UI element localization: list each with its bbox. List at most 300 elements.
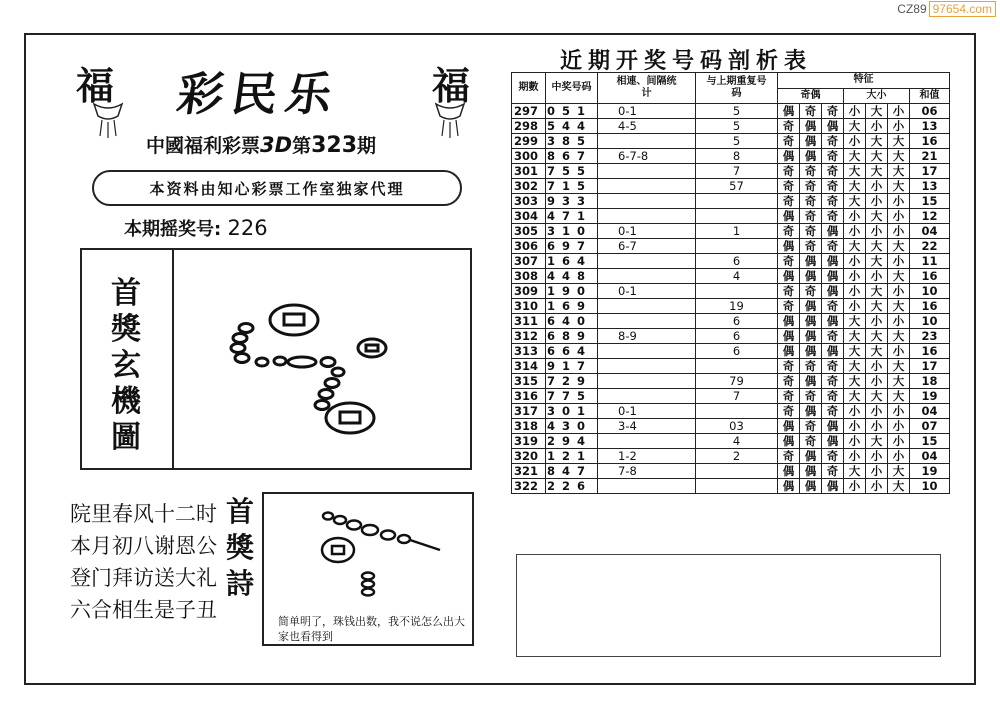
prize-poem (70, 498, 217, 626)
cell-size: 小 (844, 134, 866, 149)
header-features: 特征 (778, 73, 950, 89)
header-odd-even: 奇偶 (778, 88, 844, 104)
cell-winning-number: 664 (546, 344, 598, 359)
cell-size: 大 (888, 179, 910, 194)
cell-odd-even: 奇 (800, 419, 822, 434)
cell-size: 小 (844, 479, 866, 494)
cell-size: 小 (866, 359, 888, 374)
cell-odd-even: 奇 (822, 194, 844, 209)
cell-size: 大 (866, 134, 888, 149)
cell-odd-even: 奇 (778, 254, 800, 269)
cell-size: 小 (888, 104, 910, 119)
draw-number-value: 226 (227, 216, 268, 240)
coin-and-bead-puzzle-image (222, 290, 472, 450)
table-row (512, 359, 950, 374)
cell-odd-even: 奇 (822, 359, 844, 374)
cell-odd-even: 奇 (800, 209, 822, 224)
cell-odd-even: 偶 (800, 374, 822, 389)
cell-period: 301 (512, 164, 546, 179)
fu-character-left: 福 (76, 63, 115, 108)
cell-repeat: 79 (696, 374, 778, 389)
cell-winning-number: 448 (546, 269, 598, 284)
subtitle (146, 131, 376, 158)
cell-size: 大 (844, 149, 866, 164)
cell-adjacent (598, 344, 696, 359)
cell-odd-even: 偶 (800, 119, 822, 134)
cell-size: 大 (844, 164, 866, 179)
cell-adjacent: 0-1 (598, 284, 696, 299)
cell-adjacent (598, 299, 696, 314)
cell-size: 小 (888, 119, 910, 134)
cell-winning-number: 310 (546, 224, 598, 239)
cell-size: 大 (888, 359, 910, 374)
cell-adjacent: 3-4 (598, 419, 696, 434)
poem-line: 登门拜访送大礼 (70, 566, 217, 590)
cell-sum: 04 (910, 404, 950, 419)
cell-winning-number: 164 (546, 254, 598, 269)
cell-period: 316 (512, 389, 546, 404)
cell-winning-number: 867 (546, 149, 598, 164)
cell-odd-even: 奇 (778, 299, 800, 314)
cell-period: 309 (512, 284, 546, 299)
poem-line: 本月初八谢恩公 (70, 534, 217, 558)
table-row (512, 134, 950, 149)
cell-adjacent (598, 314, 696, 329)
cell-size: 大 (866, 344, 888, 359)
cell-sum: 18 (910, 374, 950, 389)
cell-sum: 10 (910, 284, 950, 299)
cell-period: 314 (512, 359, 546, 374)
subtitle-prefix: 中國福利彩票 (146, 135, 261, 157)
cell-odd-even: 奇 (822, 389, 844, 404)
cell-repeat: 5 (696, 119, 778, 134)
table-row (512, 119, 950, 134)
table-row (512, 194, 950, 209)
cell-winning-number: 775 (546, 389, 598, 404)
fu-character-right: 福 (432, 63, 471, 108)
lantern-tassel-right-icon (430, 100, 470, 140)
table-row (512, 104, 950, 119)
cell-adjacent (598, 179, 696, 194)
cell-period: 322 (512, 479, 546, 494)
header-repeat: 与上期重复号码 (696, 73, 778, 104)
cell-odd-even: 偶 (800, 269, 822, 284)
table-body (512, 104, 950, 494)
cell-odd-even: 奇 (800, 434, 822, 449)
cell-period: 308 (512, 269, 546, 284)
cell-winning-number: 169 (546, 299, 598, 314)
table-row (512, 254, 950, 269)
cell-size: 大 (888, 389, 910, 404)
cell-size: 小 (866, 224, 888, 239)
cell-size: 小 (866, 419, 888, 434)
cell-adjacent: 0-1 (598, 104, 696, 119)
cell-adjacent (598, 194, 696, 209)
cell-odd-even: 偶 (800, 329, 822, 344)
table-row (512, 374, 950, 389)
cell-repeat (696, 464, 778, 479)
cell-winning-number: 697 (546, 239, 598, 254)
cell-winning-number: 051 (546, 104, 598, 119)
cell-winning-number: 640 (546, 314, 598, 329)
cell-repeat: 6 (696, 344, 778, 359)
cell-odd-even: 奇 (822, 134, 844, 149)
cell-size: 大 (888, 149, 910, 164)
cell-period: 297 (512, 104, 546, 119)
cell-adjacent: 6-7 (598, 239, 696, 254)
table-row (512, 329, 950, 344)
cell-size: 小 (888, 419, 910, 434)
table-row (512, 404, 950, 419)
cell-size: 大 (866, 149, 888, 164)
cell-size: 大 (866, 434, 888, 449)
cell-winning-number: 294 (546, 434, 598, 449)
cell-sum: 10 (910, 479, 950, 494)
cell-odd-even: 偶 (778, 464, 800, 479)
watermark-site[interactable]: 97654.com (929, 1, 996, 17)
cell-size: 大 (866, 164, 888, 179)
table-row (512, 299, 950, 314)
poem-label (226, 494, 260, 602)
cell-odd-even: 偶 (778, 314, 800, 329)
cell-period: 307 (512, 254, 546, 269)
cell-repeat: 6 (696, 254, 778, 269)
cell-sum: 12 (910, 209, 950, 224)
cell-repeat: 7 (696, 164, 778, 179)
cell-odd-even: 奇 (778, 284, 800, 299)
cell-winning-number: 385 (546, 134, 598, 149)
cell-size: 小 (866, 479, 888, 494)
cell-period: 321 (512, 464, 546, 479)
cell-size: 大 (888, 269, 910, 284)
lottery-analysis-table (511, 72, 950, 494)
cell-winning-number: 917 (546, 359, 598, 374)
cell-adjacent (598, 134, 696, 149)
header-winning-number: 中奖号码 (546, 73, 598, 104)
cell-odd-even: 奇 (822, 404, 844, 419)
cell-period: 315 (512, 374, 546, 389)
cell-adjacent (598, 434, 696, 449)
cell-repeat: 6 (696, 329, 778, 344)
cell-size: 小 (844, 404, 866, 419)
cell-repeat: 4 (696, 269, 778, 284)
cell-adjacent (598, 269, 696, 284)
cell-winning-number: 755 (546, 164, 598, 179)
table-header-row (512, 73, 950, 89)
cell-size: 大 (844, 389, 866, 404)
cell-repeat (696, 209, 778, 224)
table-row (512, 179, 950, 194)
cell-size: 小 (888, 344, 910, 359)
cell-sum: 10 (910, 314, 950, 329)
header-adjacent: 相連、间隔统计 (598, 73, 696, 104)
cell-size: 大 (866, 209, 888, 224)
cell-size: 大 (866, 329, 888, 344)
cell-adjacent (598, 359, 696, 374)
cell-adjacent: 7-8 (598, 464, 696, 479)
header-period: 期數 (512, 73, 546, 104)
cell-odd-even: 偶 (822, 314, 844, 329)
cell-sum: 15 (910, 434, 950, 449)
cell-odd-even: 奇 (778, 164, 800, 179)
cell-size: 大 (888, 299, 910, 314)
table-row (512, 479, 950, 494)
cell-adjacent: 4-5 (598, 119, 696, 134)
cell-size: 小 (866, 374, 888, 389)
cell-odd-even: 偶 (800, 299, 822, 314)
cell-period: 310 (512, 299, 546, 314)
cell-size: 小 (888, 314, 910, 329)
cell-sum: 15 (910, 194, 950, 209)
puzzle-label-char: 獎 (111, 312, 141, 347)
cell-winning-number: 121 (546, 449, 598, 464)
cell-winning-number: 715 (546, 179, 598, 194)
table-row (512, 269, 950, 284)
cell-period: 302 (512, 179, 546, 194)
agency-banner: 本资料由知心彩票工作室独家代理 (92, 170, 462, 206)
poem-line: 院里春风十二时 (70, 502, 217, 526)
cell-size: 小 (844, 434, 866, 449)
cell-odd-even: 奇 (800, 104, 822, 119)
cell-period: 305 (512, 224, 546, 239)
cell-period: 304 (512, 209, 546, 224)
cell-odd-even: 奇 (778, 194, 800, 209)
table-row (512, 464, 950, 479)
cell-size: 大 (888, 329, 910, 344)
cell-sum: 04 (910, 224, 950, 239)
table-row (512, 164, 950, 179)
cell-period: 298 (512, 119, 546, 134)
cell-odd-even: 偶 (822, 419, 844, 434)
puzzle-label-char: 圖 (111, 420, 141, 455)
cell-size: 小 (888, 194, 910, 209)
cell-size: 大 (844, 239, 866, 254)
subtitle-3d: 3D (260, 133, 293, 157)
cell-odd-even: 奇 (778, 359, 800, 374)
cell-size: 小 (844, 419, 866, 434)
cell-size: 大 (844, 464, 866, 479)
cell-odd-even: 偶 (800, 464, 822, 479)
poem-label-char: 首 (226, 495, 255, 528)
cell-odd-even: 偶 (778, 209, 800, 224)
cell-sum: 16 (910, 344, 950, 359)
cell-odd-even: 奇 (822, 374, 844, 389)
cell-sum: 17 (910, 359, 950, 374)
cell-odd-even: 奇 (800, 389, 822, 404)
bead-string-image (308, 506, 448, 616)
cell-period: 306 (512, 239, 546, 254)
cell-odd-even: 偶 (778, 479, 800, 494)
table-row (512, 224, 950, 239)
cell-size: 小 (888, 449, 910, 464)
cell-odd-even: 奇 (822, 464, 844, 479)
cell-size: 大 (866, 389, 888, 404)
cell-odd-even: 奇 (778, 389, 800, 404)
cell-size: 小 (844, 104, 866, 119)
notes-box (516, 554, 941, 657)
cell-repeat: 4 (696, 434, 778, 449)
cell-odd-even: 奇 (822, 179, 844, 194)
cell-size: 大 (888, 479, 910, 494)
cell-adjacent (598, 374, 696, 389)
cell-sum: 16 (910, 299, 950, 314)
puzzle-box (80, 248, 472, 470)
cell-winning-number: 544 (546, 119, 598, 134)
cell-winning-number: 430 (546, 419, 598, 434)
cell-winning-number: 847 (546, 464, 598, 479)
cell-odd-even: 奇 (778, 119, 800, 134)
cell-adjacent: 0-1 (598, 404, 696, 419)
cell-adjacent: 8-9 (598, 329, 696, 344)
table-row (512, 239, 950, 254)
cell-size: 大 (844, 374, 866, 389)
cell-size: 小 (844, 209, 866, 224)
cell-odd-even: 奇 (822, 329, 844, 344)
cell-odd-even: 偶 (800, 344, 822, 359)
cell-repeat: 6 (696, 314, 778, 329)
cell-odd-even: 偶 (800, 449, 822, 464)
cell-repeat (696, 239, 778, 254)
cell-sum: 13 (910, 119, 950, 134)
cell-size: 大 (844, 359, 866, 374)
cell-repeat: 1 (696, 224, 778, 239)
cell-odd-even: 奇 (800, 224, 822, 239)
table-row (512, 149, 950, 164)
cell-repeat: 5 (696, 134, 778, 149)
puzzle-label-char: 機 (111, 384, 141, 419)
cell-repeat (696, 284, 778, 299)
draw-number-line (124, 215, 268, 241)
cell-odd-even: 偶 (800, 314, 822, 329)
watermark (897, 2, 996, 16)
cell-repeat: 57 (696, 179, 778, 194)
cell-size: 大 (866, 239, 888, 254)
draw-number-label: 本期摇奖号: (124, 219, 222, 240)
cell-size: 小 (844, 224, 866, 239)
cell-odd-even: 奇 (800, 179, 822, 194)
cell-sum: 16 (910, 134, 950, 149)
cell-winning-number: 729 (546, 374, 598, 389)
cell-odd-even: 偶 (822, 254, 844, 269)
cell-odd-even: 奇 (800, 359, 822, 374)
cell-repeat: 03 (696, 419, 778, 434)
cell-odd-even: 偶 (778, 434, 800, 449)
lantern-tassel-left-icon (88, 100, 128, 140)
cell-sum: 11 (910, 254, 950, 269)
cell-adjacent: 1-2 (598, 449, 696, 464)
cell-period: 303 (512, 194, 546, 209)
table-title: 近期开奖号码剖析表 (560, 48, 813, 74)
table-row (512, 344, 950, 359)
table-row (512, 389, 950, 404)
cell-size: 大 (866, 254, 888, 269)
poem-label-char: 詩 (226, 567, 255, 600)
cell-size: 大 (866, 104, 888, 119)
cell-repeat: 19 (696, 299, 778, 314)
cell-adjacent (598, 254, 696, 269)
cell-odd-even: 奇 (822, 149, 844, 164)
cell-odd-even: 偶 (822, 269, 844, 284)
cell-size: 大 (888, 239, 910, 254)
cell-size: 大 (844, 314, 866, 329)
cell-odd-even: 奇 (822, 449, 844, 464)
cell-winning-number: 471 (546, 209, 598, 224)
cell-size: 小 (888, 404, 910, 419)
cell-repeat: 7 (696, 389, 778, 404)
cell-sum: 22 (910, 239, 950, 254)
cell-odd-even: 奇 (822, 104, 844, 119)
cell-sum: 23 (910, 329, 950, 344)
cell-repeat: 8 (696, 149, 778, 164)
cell-size: 小 (866, 449, 888, 464)
cell-winning-number: 190 (546, 284, 598, 299)
cell-sum: 04 (910, 449, 950, 464)
cell-sum: 06 (910, 104, 950, 119)
cell-adjacent: 6-7-8 (598, 149, 696, 164)
cell-size: 大 (844, 119, 866, 134)
cell-odd-even: 偶 (778, 149, 800, 164)
cell-size: 小 (888, 284, 910, 299)
cell-winning-number: 301 (546, 404, 598, 419)
cell-odd-even: 奇 (800, 164, 822, 179)
poem-line: 六合相生是子丑 (70, 598, 217, 622)
cell-odd-even: 偶 (778, 344, 800, 359)
hint-text: 简单明了，珠钱出数，我不说怎么出大家也看得到 (278, 615, 465, 643)
cell-adjacent: 0-1 (598, 224, 696, 239)
cell-period: 319 (512, 434, 546, 449)
cell-adjacent (598, 209, 696, 224)
cell-odd-even: 偶 (822, 344, 844, 359)
cell-odd-even: 偶 (778, 329, 800, 344)
cell-size: 小 (866, 314, 888, 329)
cell-size: 大 (844, 194, 866, 209)
cell-size: 小 (844, 254, 866, 269)
cell-odd-even: 偶 (778, 104, 800, 119)
cell-odd-even: 偶 (778, 269, 800, 284)
cell-odd-even: 偶 (822, 434, 844, 449)
cell-odd-even: 偶 (800, 404, 822, 419)
table-row (512, 419, 950, 434)
cell-winning-number: 933 (546, 194, 598, 209)
cell-size: 小 (866, 404, 888, 419)
cell-size: 小 (844, 449, 866, 464)
cell-size: 小 (866, 179, 888, 194)
table-row (512, 434, 950, 449)
cell-odd-even: 奇 (822, 164, 844, 179)
cell-size: 大 (888, 374, 910, 389)
header-size: 大小 (844, 88, 910, 104)
cell-odd-even: 奇 (778, 449, 800, 464)
cell-size: 小 (866, 269, 888, 284)
cell-repeat: 5 (696, 104, 778, 119)
cell-size: 小 (866, 119, 888, 134)
cell-size: 大 (888, 464, 910, 479)
puzzle-label (102, 276, 150, 456)
cell-odd-even: 奇 (822, 299, 844, 314)
cell-odd-even: 奇 (822, 239, 844, 254)
cell-sum: 19 (910, 389, 950, 404)
cell-size: 小 (888, 224, 910, 239)
cell-odd-even: 偶 (822, 479, 844, 494)
cell-odd-even: 奇 (778, 374, 800, 389)
subtitle-issue-prefix: 第 (292, 135, 312, 157)
cell-period: 311 (512, 314, 546, 329)
poem-label-char: 獎 (226, 531, 255, 564)
cell-size: 大 (866, 284, 888, 299)
cell-odd-even: 奇 (778, 404, 800, 419)
cell-period: 299 (512, 134, 546, 149)
cell-size: 小 (844, 269, 866, 284)
